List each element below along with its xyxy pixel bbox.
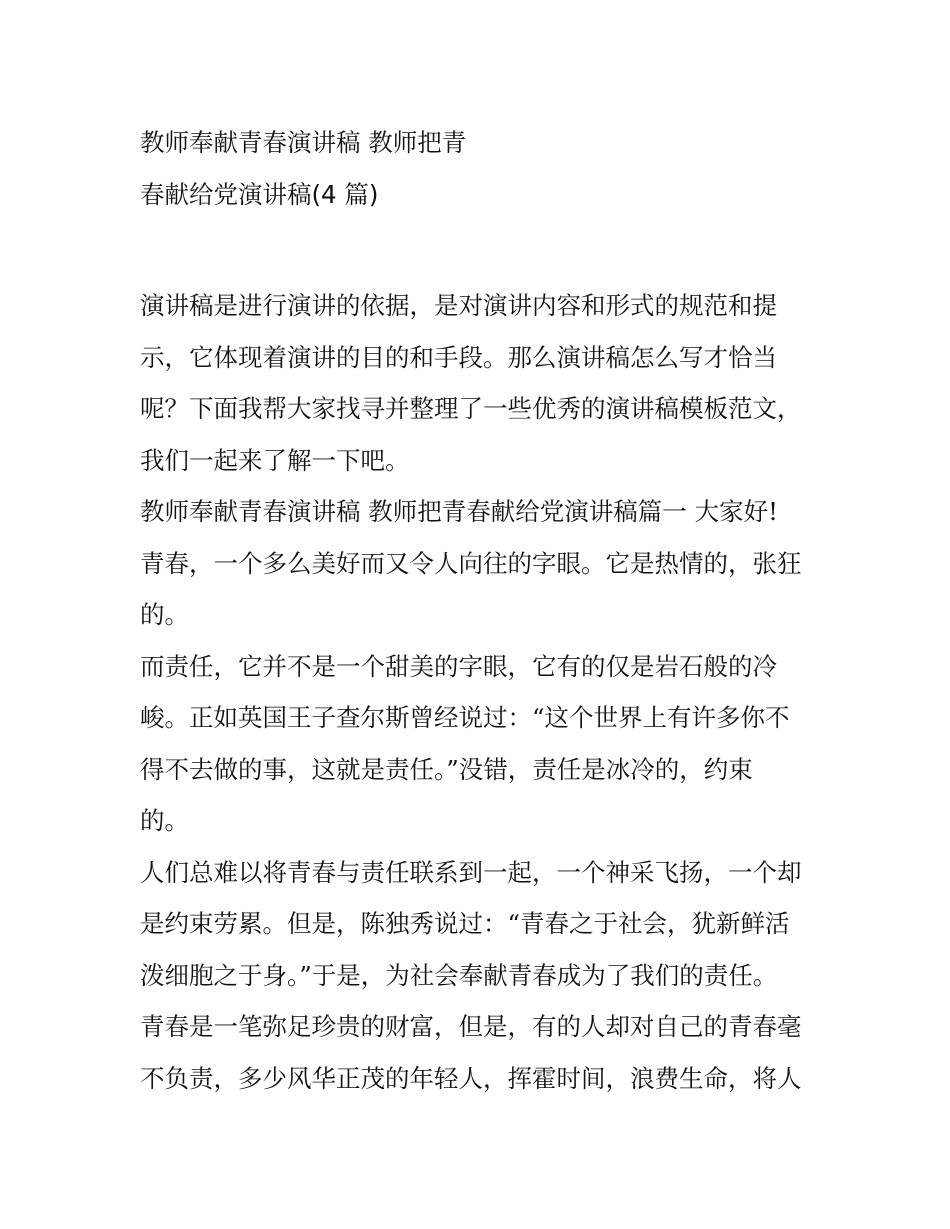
title-line: 教师奉献青春演讲稿 教师把青 — [140, 128, 467, 157]
body-line: 示，它体现着演讲的目的和手段。那么演讲稿怎么写才恰当 — [140, 342, 777, 372]
body-line: 泼细胞之于身。”于是，为社会奉献青春成为了我们的责任。 — [140, 960, 778, 990]
body-line: 人们总难以将青春与责任联系到一起，一个神采飞扬，一个却 — [140, 857, 802, 887]
body-line: 得不去做的事，这就是责任。”没错，责任是冰冷的，约束 — [140, 754, 753, 784]
body-line: 青春是一笔弥足珍贵的财富，但是，有的人却对自己的青春毫 — [140, 1012, 802, 1041]
body-line: 的。 — [140, 806, 189, 835]
body-line: 而责任，它并不是一个甜美的字眼，它有的仅是岩石般的冷 — [140, 651, 777, 681]
body-line: 呢？下面我帮大家找寻并整理了一些优秀的演讲稿模板范文， — [140, 394, 802, 423]
body-line: 峻。正如英国王子查尔斯曾经说过：“这个世界上有许多你不 — [140, 703, 790, 732]
body-line: 不负责，多少风华正茂的年轻人，挥霍时间，浪费生命，将人 — [140, 1063, 802, 1093]
body-line: 青春，一个多么美好而又令人向往的字眼。它是热情的，张狂 — [140, 548, 802, 578]
body-line: 演讲稿是进行演讲的依据，是对演讲内容和形式的规范和提 — [140, 291, 777, 320]
body-line: 我们一起来了解一下吧。 — [140, 445, 410, 475]
title-line: 春献给党演讲稿(4 篇) — [140, 179, 379, 209]
body-line: 教师奉献青春演讲稿 教师把青春献给党演讲稿篇一 大家好! — [140, 497, 778, 526]
document-body — [140, 280, 830, 1104]
document-title — [140, 117, 820, 220]
body-line: 的。 — [140, 600, 189, 629]
body-line: 是约束劳累。但是，陈独秀说过：“青春之于社会，犹新鲜活 — [140, 909, 790, 938]
